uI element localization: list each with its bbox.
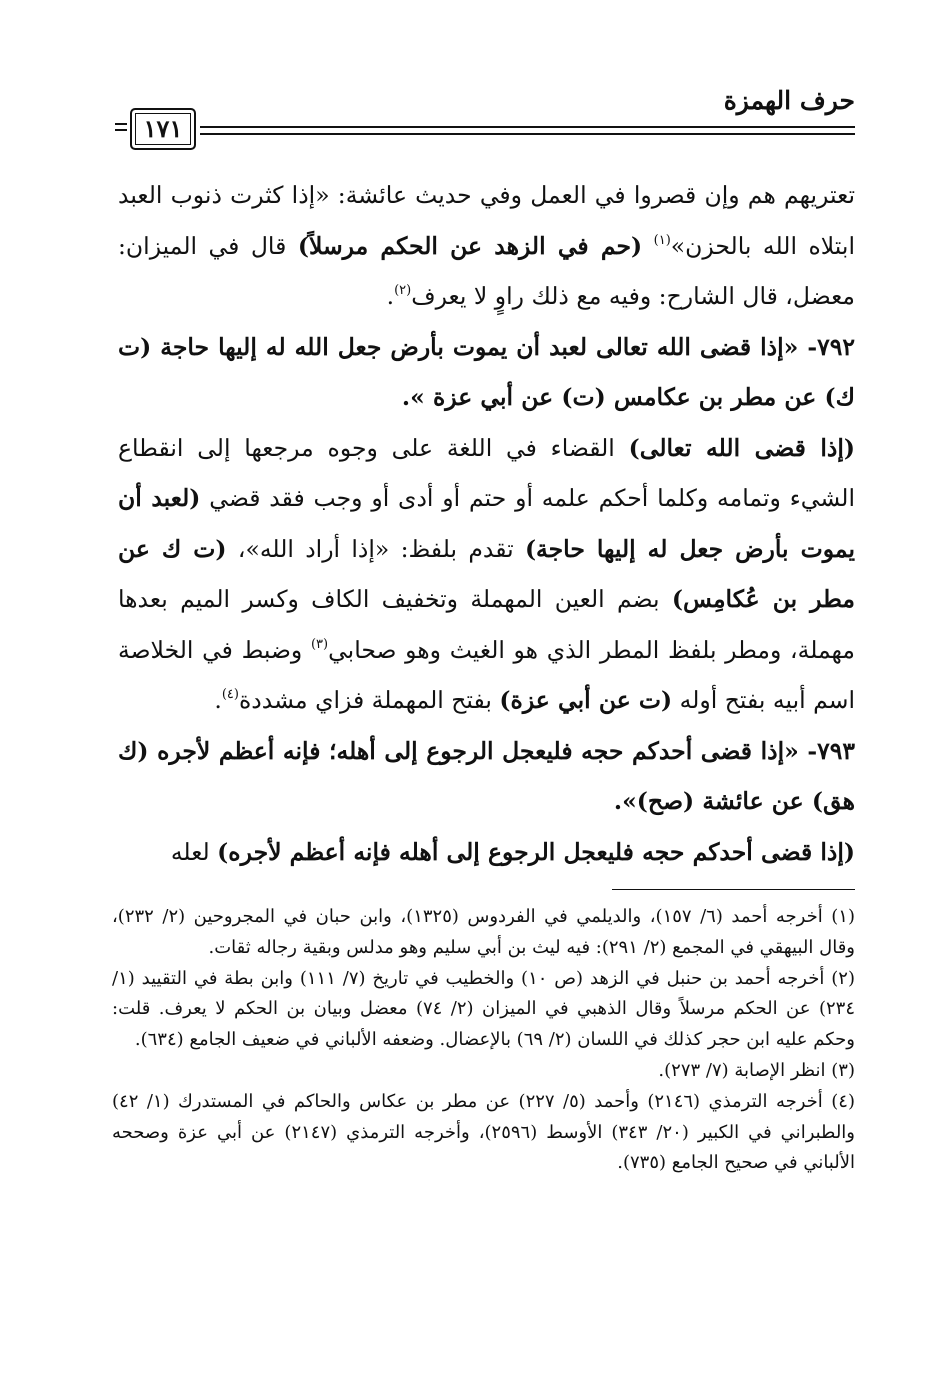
- running-title: حرف الهمزة: [723, 86, 855, 115]
- footnote-1: (١) أخرجه أحمد (٦/ ١٥٧)، والديلمي في الفردوس (١٣٢٥)، وابن حبان في المجروحين (٢/ ٢٣٢)، وقال البيهقي في المجمع (٢/ ٢٩١): فيه ليث بن أبي سليم وهو مدلس وبقية رجاله ثقات.: [112, 906, 855, 958]
- header-double-rule: [200, 126, 855, 135]
- page-number-tick-ornament: [115, 123, 127, 131]
- footnote-divider: [612, 889, 855, 890]
- footnote-2: (٢) أخرجه أحمد بن حنبل في الزهد (ص ١٠) والخطيب في تاريخ (٧/ ١١١) وابن بطة في التقييد (١/ ٢٣٤) عن الحكم مرسلاً وقال الذهبي في الميزان (٢/ ٧٤) معضل وبيان بن الحكم لا يعرف. قلت: وحكم عليه ابن حجر كذلك في اللسان (٢/ ٦٩) بالإعضال. وضعفه الألباني في ضعيف الجامع (٦٣٤).: [112, 967, 855, 1051]
- footnote-ref-3[interactable]: (٣): [310, 636, 329, 652]
- footnote-4: (٤) أخرجه الترمذي (٢١٤٦) وأحمد (٥/ ٢٢٧) عن مطر بن عكاس والحاكم في المستدرك (١/ ٤٢) والطبراني في الكبير (٢٠/ ٣٤٣) الأوسط (٢٥٩٦)، وأخرجه الترمذي (٢١٤٧) عن أبي عزة وصححه الألباني في صحيح الجامع (٧٣٥).: [112, 1090, 855, 1174]
- page-number: ١٧١: [130, 108, 196, 150]
- main-text: [118, 170, 855, 877]
- footnote-ref-2[interactable]: (٢): [394, 283, 412, 298]
- paragraph-1: تعتريهم هم وإن قصروا في العمل وفي حديث عائشة: «إذا كثرت ذنوب العبد ابتلاه الله بالحزن»$^{(١)}$ (حم في الزهد عن الحكم مرسلاً) قال في الميزان: معضل، قال الشارح: وفيه مع ذلك راوٍ لا يعرف$^{(٢)}$.: [118, 181, 855, 310]
- footnotes: [112, 902, 855, 1179]
- footnote-ref-1[interactable]: (١): [653, 232, 671, 248]
- hadith-793: ٧٩٣- «إذا قضى أحدكم حجه فليعجل الرجوع إلى أهله؛ فإنه أعظم لأجره (ك هق) عن عائشة (صح)».: [118, 736, 855, 815]
- paragraph-3: (إذا قضى أحدكم حجه فليعجل الرجوع إلى أهله فإنه أعظم لأجره) لعله: [170, 837, 855, 866]
- hadith-792: ٧٩٢- «إذا قضى الله تعالى لعبد أن يموت بأرض جعل الله له إليها حاجة (ت ك) عن مطر بن عكامس (ت) عن أبي عزة ».: [118, 332, 855, 411]
- footnote-3: (٣) انظر الإصابة (٧/ ٢٧٣).: [658, 1059, 855, 1081]
- footnote-ref-4[interactable]: (٤): [221, 687, 239, 702]
- paragraph-2: (إذا قضى الله تعالى) القضاء في اللغة على وجوه مرجعها إلى انقطاع الشيء وتمامه وكلما أحكم علمه أو حتم أو أدى أو وجب فقد قضي (لعبد أن يموت بأرض جعل له إليها حاجة) تقدم بلفظ: «إذا أراد الله»، (ت ك عن مطر بن عُكامِس) بضم العين المهملة وتخفيف الكاف وكسر الميم بعدها مهملة، ومطر بلفظ المطر الذي هو الغيث وهو صحابي$^{(٣)}$ وضبط في الخلاصة اسم أبيه بفتح أوله (ت عن أبي عزة) بفتح المهملة فزاي مشددة$^{(٤)}$.: [118, 433, 855, 714]
